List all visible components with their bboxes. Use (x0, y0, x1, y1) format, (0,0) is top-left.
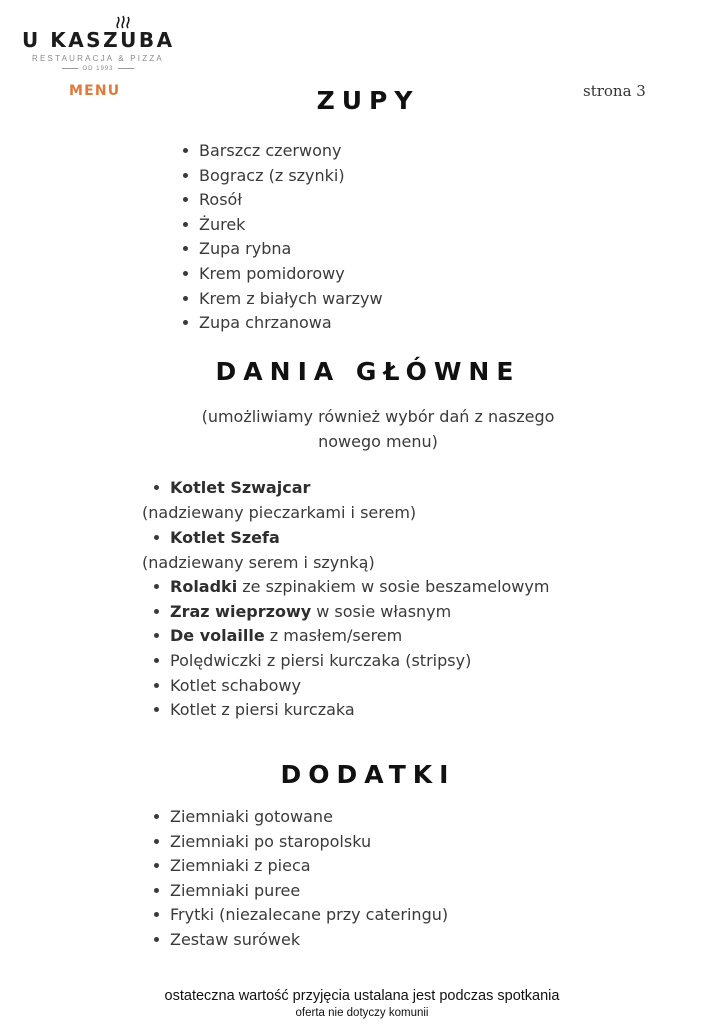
dish-name: De volaille (170, 626, 265, 645)
bullet-icon (183, 271, 188, 276)
list-item-text: Zestaw surówek (170, 929, 301, 949)
logo-year (22, 66, 174, 72)
menu-label: MENU (69, 83, 121, 99)
list-item-text: Zupa rybna (199, 239, 292, 259)
list-item-text: Krem z białych warzyw (199, 288, 383, 308)
logo-divider-right (118, 68, 134, 69)
list-item (154, 602, 451, 621)
list-item-text: Frytki (niezalecane przy cateringu) (170, 905, 449, 925)
sides-list (154, 805, 448, 953)
list-item (154, 626, 402, 645)
footer-subnote: oferta nie dotyczy komunii (295, 1007, 429, 1019)
sides-title: DODATKI (280, 760, 456, 789)
list-item (183, 311, 383, 336)
soups-title: ZUPY (316, 86, 420, 115)
bullet-icon (183, 197, 188, 202)
bullet-icon (154, 937, 159, 942)
list-item-text: Ziemniaki po staropolsku (170, 831, 372, 851)
list-item-text: Rosół (199, 190, 242, 210)
bullet-icon (183, 246, 188, 251)
list-item-text: Barszcz czerwony (199, 141, 342, 160)
list-item (154, 805, 448, 830)
logo-year-text: OD 1993 (82, 66, 114, 72)
list-item (154, 854, 448, 879)
list-item (154, 577, 549, 596)
dish-name: Kotlet Szefa (170, 528, 280, 547)
list-item (154, 528, 280, 547)
list-item-text: Krem pomidorowy (199, 263, 345, 283)
list-item-text: Ziemniaki gotowane (170, 807, 333, 826)
logo-subtitle: RESTAURACJA & PIZZA (32, 54, 164, 63)
list-item (154, 700, 355, 719)
list-item (154, 928, 448, 953)
soups-list (183, 139, 383, 336)
bullet-icon (154, 535, 159, 540)
list-item-text: Ziemniaki puree (170, 880, 301, 900)
list-item-text: Żurek (199, 214, 246, 234)
main-dishes-title: DANIA GŁÓWNE (215, 357, 521, 386)
logo-name: U KASZUBA (22, 28, 175, 52)
dish-details: Kotlet z piersi kurczaka (170, 700, 355, 719)
dish-details: Polędwiczki z piersi kurczaka (stripsy) (170, 651, 472, 670)
list-item (183, 188, 383, 213)
list-item (154, 651, 471, 670)
footer-note: ostateczna wartość przyjęcia ustalana jest podczas spotkania (164, 988, 560, 1004)
list-item (154, 830, 448, 855)
list-item (154, 903, 448, 928)
bullet-icon (154, 683, 159, 688)
list-item-text: Ziemniaki z pieca (170, 856, 311, 876)
list-item-text: Bogracz (z szynki) (199, 165, 345, 185)
bullet-icon (183, 148, 188, 153)
bullet-icon (183, 173, 188, 178)
list-item (183, 213, 383, 238)
bullet-icon (154, 888, 159, 893)
bullet-icon (154, 584, 159, 589)
bullet-icon (154, 633, 159, 638)
bullet-icon (154, 609, 159, 614)
dish-details: (nadziewany pieczarkami i serem) (142, 503, 417, 522)
bullet-icon (154, 839, 159, 844)
bullet-icon (154, 485, 159, 490)
list-item (183, 287, 383, 312)
dish-details: ze szpinakiem w sosie beszamelowym (237, 577, 550, 596)
list-item (183, 139, 383, 164)
logo-divider-left (62, 68, 78, 69)
bullet-icon (154, 912, 159, 917)
main-dishes-note-line2: nowego menu) (318, 432, 438, 451)
dish-name: Roladki (170, 577, 238, 596)
list-item (183, 262, 383, 287)
dish-details: w sosie własnym (311, 602, 452, 621)
list-item (154, 879, 448, 904)
bullet-icon (183, 296, 188, 301)
bullet-icon (183, 320, 188, 325)
page-number: strona 3 (583, 82, 646, 100)
list-item (154, 676, 301, 695)
bullet-icon (154, 707, 159, 712)
list-item-description (142, 503, 416, 522)
bullet-icon (183, 222, 188, 227)
list-item-description (142, 553, 375, 572)
dish-name: Zraz wieprzowy (170, 602, 312, 621)
dish-name: Kotlet Szwajcar (170, 478, 311, 497)
dish-details: Kotlet schabowy (170, 676, 301, 695)
dish-details: z masłem/serem (264, 626, 403, 645)
list-item-text: Zupa chrzanowa (199, 313, 332, 333)
bullet-icon (154, 814, 159, 819)
list-item (183, 164, 383, 189)
bullet-icon (154, 863, 159, 868)
bullet-icon (154, 658, 159, 663)
list-item (154, 478, 310, 497)
list-item (183, 237, 383, 262)
main-dishes-note-line1: (umożliwiamy również wybór dań z naszego (201, 407, 555, 426)
restaurant-logo (22, 14, 177, 84)
dish-details: (nadziewany serem i szynką) (142, 553, 375, 572)
